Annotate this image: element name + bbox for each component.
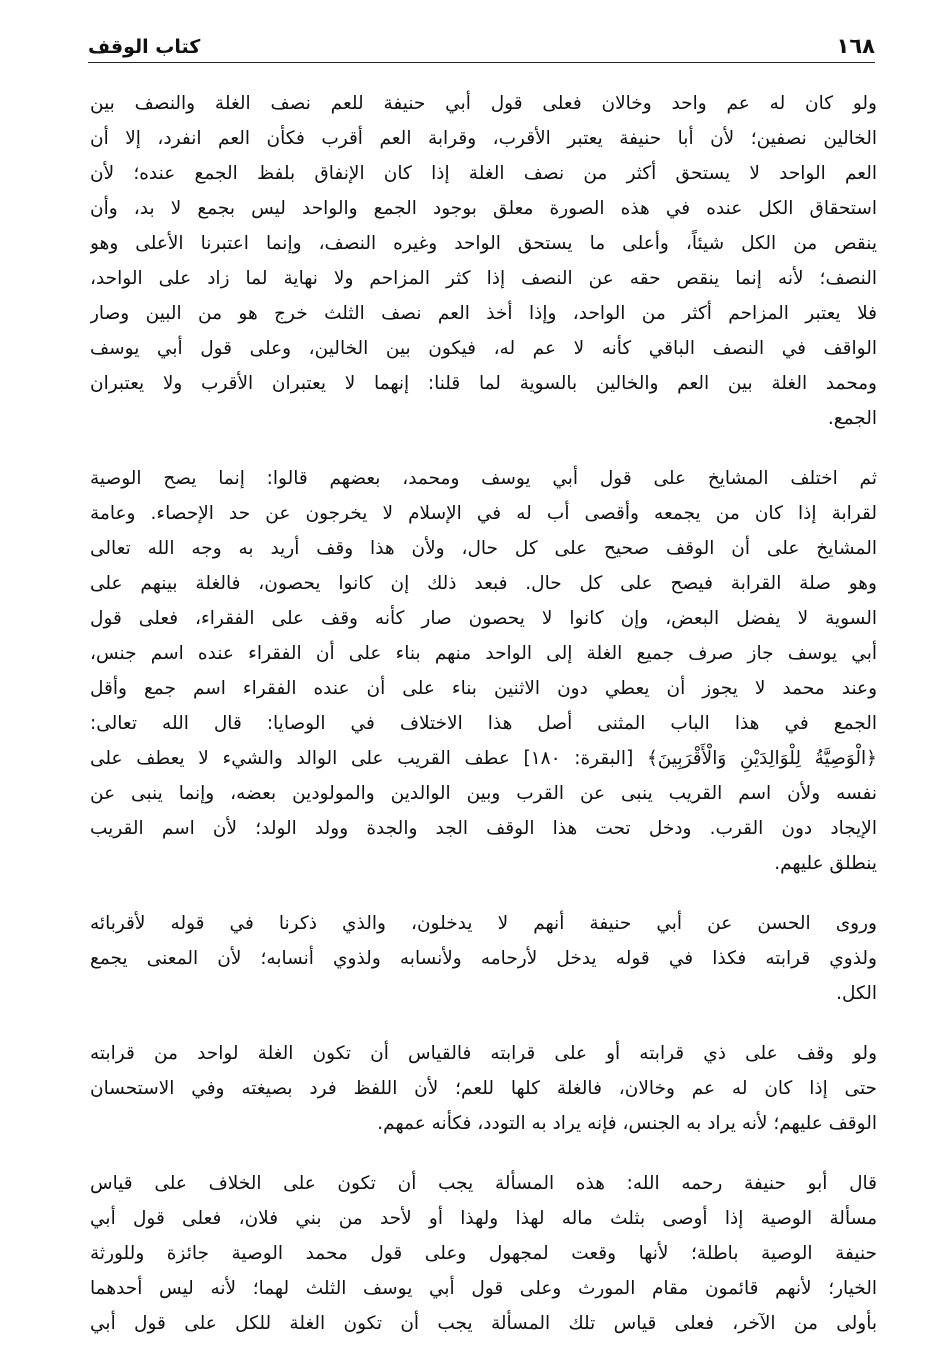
text-line: لقرابة إذا كان من يجمعه وأقصى أب له في الإسلام لا يخرجون عن حد الإحصاء. وعامة xyxy=(90,503,877,524)
text-line: ولو وقف على ذي قرابته أو على قرابته فالقياس أن تكون الغلة لواحد من قرابته xyxy=(90,1043,877,1064)
text-line: الخيار؛ لأنهم قائمون مقام المورث وعلى قول أبي يوسف الثلث لهما؛ لأنه ليس أحدهما xyxy=(90,1278,877,1299)
page-header xyxy=(88,30,875,63)
text-line: حنيفة الوصية باطلة؛ لأنها وقعت لمجهول وعلى قول محمد الوصية جائزة وللورثة xyxy=(90,1243,877,1264)
paragraph xyxy=(90,86,877,436)
text-line: ومحمد الغلة بين العم والخالين بالسوية لما قلنا: إنهما لا يعتبران الأقرب ولا يعتبران xyxy=(90,373,877,394)
page-number: ١٦٨ xyxy=(836,34,875,58)
text-line: الوقف عليهم؛ لأنه يراد به الجنس، فإنه يراد به التودد، فكأنه عمهم. xyxy=(377,1113,877,1134)
running-title: كتاب الوقف xyxy=(88,36,201,58)
text-line: مسألة الوصية إذا أوصى بثلث ماله لهذا ولهذا أو لأحد من بني فلان، فعلى قول أبي xyxy=(90,1208,877,1229)
text-line: وعند محمد لا يجوز أن يعطي دون الاثنين بناء على أن عنده الفقراء اسم جمع وأقل xyxy=(90,678,877,699)
text-line: حتى إذا كان له عم وخالان، فالغلة كلها للعم؛ لأن اللفظ فرد بصيغته وفي الاستحسان xyxy=(90,1078,877,1099)
text-line: الجمع. xyxy=(827,408,877,429)
text-line: الواقف في النصف الباقي كأنه لا عم له، فيكون بين الخالين، وعلى قول أبي يوسف xyxy=(90,338,877,359)
text-line: أبي يوسف جاز صرف جميع الغلة إلى الواحد منهم بناء على أن الفقراء عنده اسم جنس، xyxy=(90,643,877,664)
text-line: ينطلق عليهم. xyxy=(774,853,877,874)
text-line: استحقاق الكل عنده في هذه الصورة معلق بوجود الجمع والواحد ليس بجمع لا بد، وأن xyxy=(90,198,877,219)
text-line: المشايخ على أن الوقف صحيح على كل حال، ولأن هذا وقف أريد به وجه الله تعالى xyxy=(90,538,877,559)
text-line: وروى الحسن عن أبي حنيفة أنهم لا يدخلون، والذي ذكرنا في قوله لأقربائه xyxy=(90,913,877,934)
text-line: قال أبو حنيفة رحمه الله: هذه المسألة يجب أن تكون على الخلاف على قياس xyxy=(90,1173,877,1194)
text-line: ولذوي قرابته فكذا في قوله يدخل لأرحامه ولأنسابه ولذوي أنسابه؛ لأن المعنى يجمع xyxy=(90,948,877,969)
text-line: وهو صلة القرابة فيصح على كل حال. فبعد ذلك إن كانوا يحصون، فالغلة بينهم على xyxy=(90,573,877,594)
page-body xyxy=(90,86,877,1366)
text-line: ثم اختلف المشايخ على قول أبي يوسف ومحمد، بعضهم قالوا: إنما يصح الوصية xyxy=(90,468,877,489)
text-line: الخالين نصفين؛ لأن أبا حنيفة يعتبر الأقرب، وقرابة العم أقرب فكأن العم انفرد، إلا أن xyxy=(90,128,877,149)
text-line: الإيجاد دون القرب. ودخل تحت هذا الوقف الجد والجدة وولد الولد؛ لأن اسم القريب xyxy=(90,818,877,839)
paragraph xyxy=(90,1166,877,1341)
text-line: ولو كان له عم واحد وخالان فعلى قول أبي حنيفة للعم نصف الغلة والنصف بين xyxy=(90,93,877,114)
text-line: بأولى من الآخر، فعلى قياس تلك المسألة يجب أن تكون الغلة للكل على قول أبي xyxy=(90,1313,877,1334)
paragraph xyxy=(90,461,877,881)
text-line: العم الواحد لا يستحق أكثر من نصف الغلة إذا كان الإنفاق بلفظ الجمع عنده؛ لأن xyxy=(90,163,877,184)
text-line: الجمع في هذا الباب المثنى أصل هذا الاختلاف في الوصايا: قال الله تعالى: xyxy=(90,713,877,734)
text-line: النصف؛ لأنه إنما ينقص حقه عن النصف إذا كثر المزاحم ولا نهاية لما زاد على الواحد، xyxy=(90,268,877,289)
text-line: ينقص من الكل شيئاً، وأعلى ما يستحق الواحد وغيره النصف، وإنما اعتبرنا الأعلى وهو xyxy=(90,233,877,254)
paragraph xyxy=(90,1036,877,1141)
text-line: فلا يعتبر المزاحم أكثر من الواحد، وإذا أخذ العم نصف الثلث خرج هو من البين وصار xyxy=(90,303,877,324)
text-line: السوية لا يفضل البعض، وإن كانوا لا يحصون صار كأنه وقف على الفقراء، فعلى قول xyxy=(90,608,877,629)
paragraph xyxy=(90,906,877,1011)
text-line: ﴿الْوَصِيَّةُ لِلْوَالِدَيْنِ وَالْأَقْرَبِينَ﴾ [البقرة: ١٨٠] عطف القريب على الوالد والشيء لا يعطف على xyxy=(90,748,877,769)
text-line: الكل. xyxy=(836,983,877,1004)
text-line: نفسه ولأن اسم القريب ينبى عن القرب وبين الوالدين والمولودين بعضه، وإنما ينبى عن xyxy=(90,783,877,804)
